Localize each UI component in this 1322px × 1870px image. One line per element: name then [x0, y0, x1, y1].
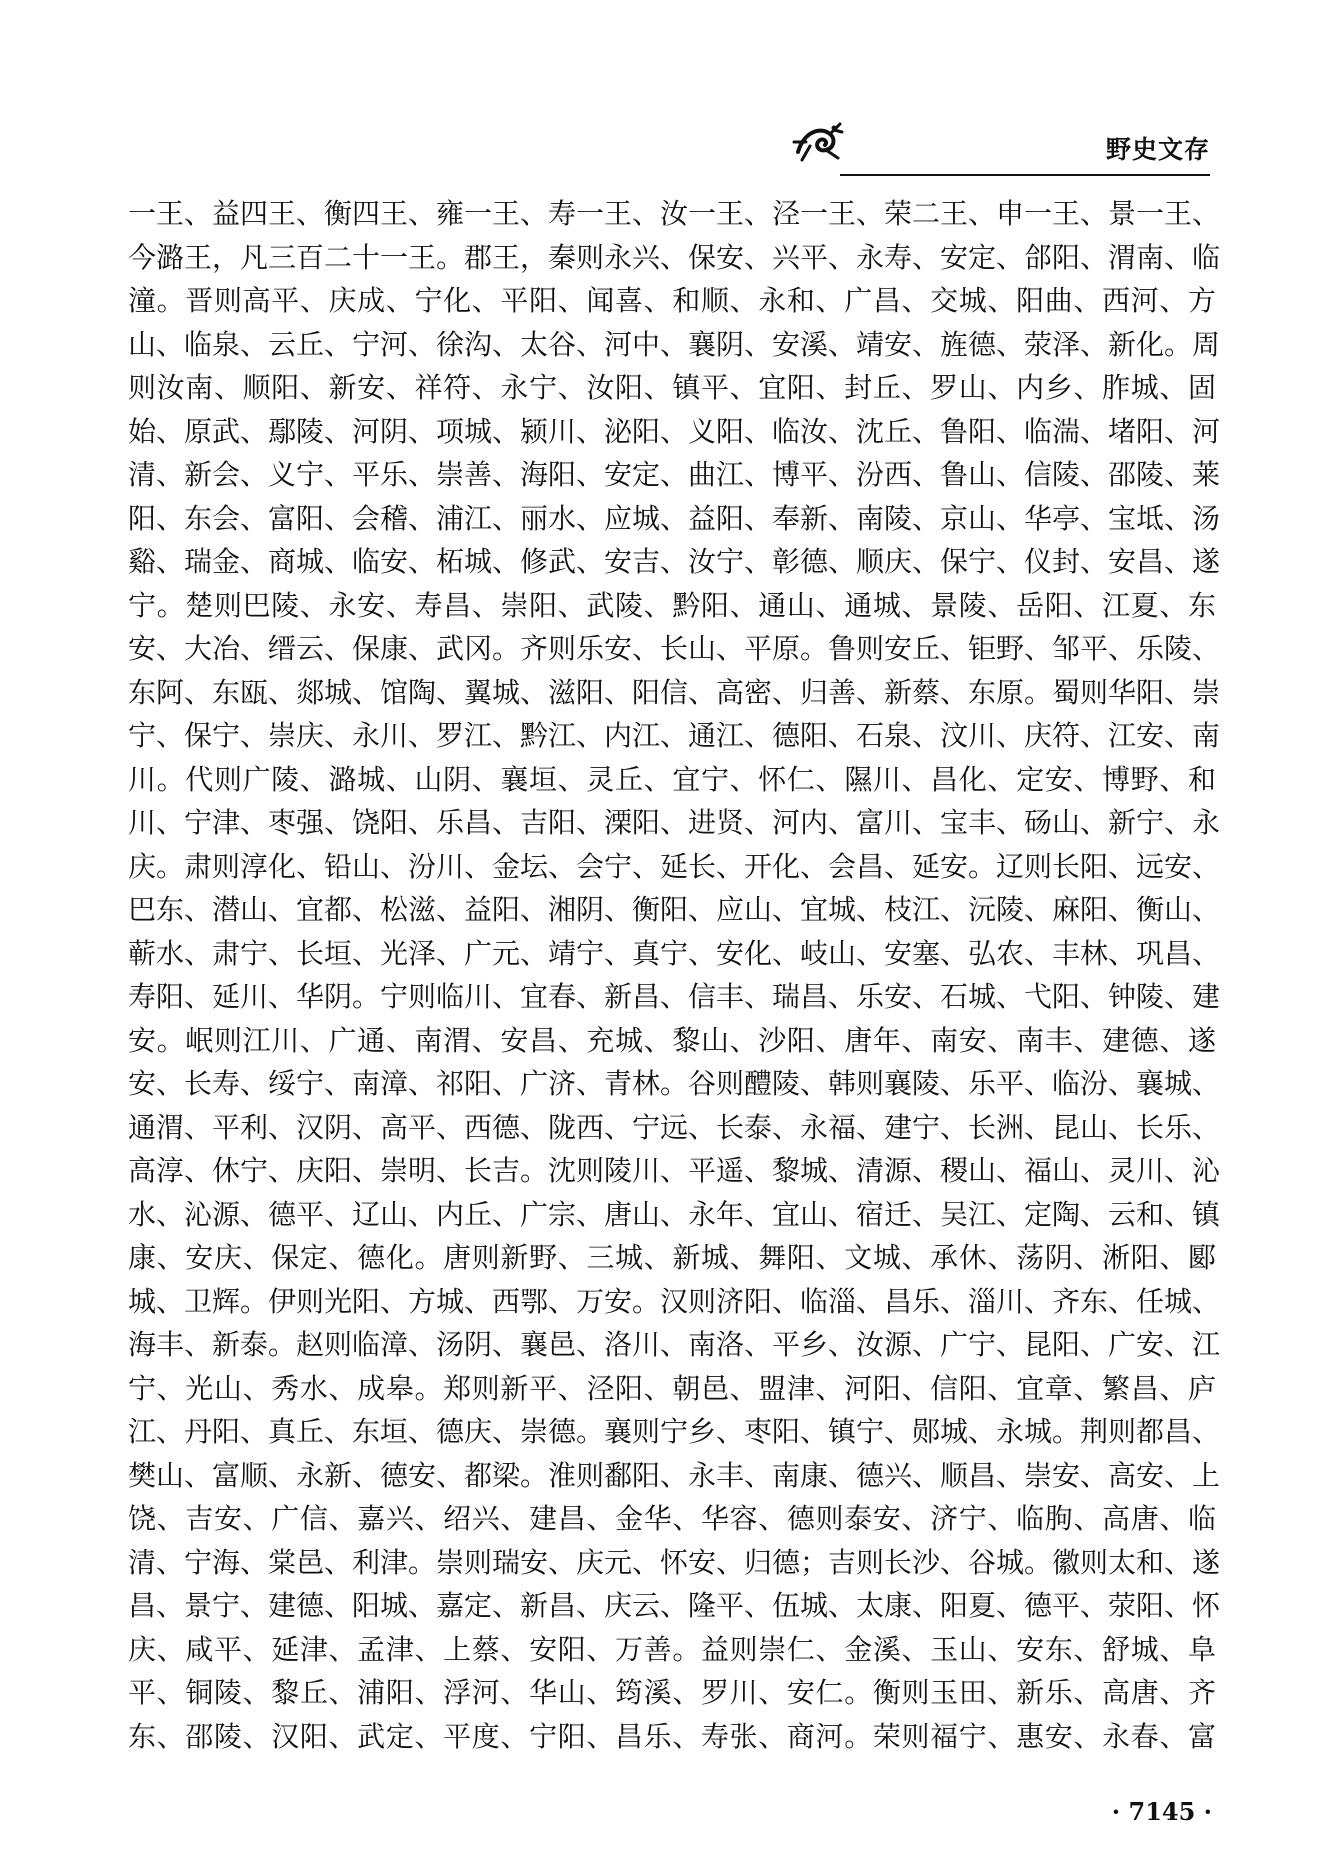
text-line: 庆。肃则淳化、铅山、汾川、金坛、会宁、延长、开化、会昌、延安。辽则长阳、远安、	[128, 849, 1221, 883]
text-line: 樊山、富顺、永新、德安、都梁。淮则鄱阳、永丰、南康、德兴、顺昌、崇安、高安、上	[128, 1458, 1221, 1492]
text-line: 巴东、潜山、宜都、松滋、益阳、湘阴、衡阳、应山、宜城、枝江、沅陵、麻阳、衡山、	[128, 893, 1221, 926]
text-line: 宁、光山、秀水、成皋。郑则新平、泾阳、朝邑、盟津、河阳、信阳、宜章、繁昌、庐	[128, 1371, 1216, 1405]
text-line: 东、邵陵、汉阳、武定、平度、宁阳、昌乐、寿张、商河。荣则福宁、惠安、永春、富	[128, 1719, 1216, 1753]
text-line: 潼。晋则高平、庆成、宁化、平阳、闻喜、和顺、永和、广昌、交城、阳曲、西河、方	[128, 284, 1216, 317]
text-line: 蕲水、肃宁、长垣、光泽、广元、靖宁、真宁、安化、岐山、安塞、弘农、丰林、巩昌、	[128, 936, 1221, 970]
text-line: 平、铜陵、黎丘、浦阳、浮河、华山、筠溪、罗川、安仁。衡则玉田、新乐、高唐、齐	[128, 1676, 1216, 1709]
series-title: 野史文存	[1105, 135, 1210, 164]
text-line: 川、宁津、枣强、饶阳、乐昌、吉阳、溧阳、进贤、河内、富川、宝丰、砀山、新宁、永	[128, 806, 1221, 839]
text-line: 东阿、东瓯、郯城、馆陶、翼城、滋阳、阳信、高密、归善、新蔡、东原。蜀则华阳、崇	[128, 675, 1221, 709]
text-line: 昌、景宁、建德、阳城、嘉定、新昌、庆云、隆平、伍城、太康、阳夏、德平、荥阳、怀	[128, 1589, 1221, 1622]
page-number: · 7145 ·	[1111, 1797, 1212, 1826]
text-line: 海丰、新泰。赵则临漳、汤阴、襄邑、洛川、南洛、平乡、汝源、广宁、昆阳、广安、江	[128, 1328, 1221, 1361]
text-line: 始、原武、鄢陵、河阴、项城、颍川、泌阳、义阳、临汝、沈丘、鲁阳、临湍、堵阳、河	[128, 414, 1221, 448]
text-line: 庆、咸平、延津、孟津、上蔡、安阳、万善。益则崇仁、金溪、玉山、安东、舒城、阜	[128, 1632, 1216, 1666]
text-line: 则汝南、顺阳、新安、祥符、永宁、汝阳、镇平、宜阳、封丘、罗山、内乡、胙城、固	[128, 371, 1216, 404]
text-line: 江、丹阳、真丘、东垣、德庆、崇德。襄则宁乡、枣阳、镇宁、郧城、永城。荆则都昌、	[128, 1415, 1221, 1448]
text-line: 高淳、休宁、庆阳、崇明、长吉。沈则陵川、平遥、黎城、清源、稷山、福山、灵川、沁	[128, 1154, 1221, 1187]
text-line: 安。岷则江川、广通、南渭、安昌、充城、黎山、沙阳、唐年、南安、南丰、建德、遂	[128, 1023, 1216, 1057]
text-line: 川。代则广陵、潞城、山阴、襄垣、灵丘、宜宁、怀仁、隰川、昌化、定安、博野、和	[128, 762, 1216, 796]
text-line: 城、卫辉。伊则光阳、方城、西鄂、万安。汉则济阳、临淄、昌乐、淄川、齐东、任城、	[128, 1284, 1221, 1318]
text-line: 水、沁源、德平、辽山、内丘、广宗、唐山、永年、宜山、宿迁、吴江、定陶、云和、镇	[128, 1197, 1221, 1231]
text-line: 宁。楚则巴陵、永安、寿昌、崇阳、武陵、黔阳、通山、通城、景陵、岳阳、江夏、东	[128, 588, 1216, 622]
header-rule	[840, 174, 1210, 176]
text-line: 通渭、平利、汉阴、高平、西德、陇西、宁远、长泰、永福、建宁、长洲、昆山、长乐、	[128, 1110, 1221, 1144]
text-line: 清、宁海、棠邑、利津。崇则瑞安、庆元、怀安、归德；吉则长沙、谷城。徽则太和、遂	[128, 1545, 1221, 1579]
text-line: 安、大冶、缙云、保康、武冈。齐则乐安、长山、平原。鲁则安丘、钜野、邹平、乐陵、	[128, 632, 1221, 665]
text-line: 饶、吉安、广信、嘉兴、绍兴、建昌、金华、华容、德则泰安、济宁、临朐、高唐、临	[128, 1502, 1216, 1535]
text-line: 宁、保宁、崇庆、永川、罗江、黔江、内江、通江、德阳、石泉、汶川、庆符、江安、南	[128, 719, 1221, 752]
text-line: 阳、东会、富阳、会稽、浦江、丽水、应城、益阳、奉新、南陵、京山、华亭、宝坻、汤	[128, 501, 1221, 535]
text-line: 康、安庆、保定、德化。唐则新野、三城、新城、舞阳、文城、承休、荡阴、淅阳、郾	[128, 1241, 1216, 1274]
text-line: 清、新会、义宁、平乐、崇善、海阳、安定、曲江、博平、汾西、鲁山、信陵、邵陵、莱	[128, 458, 1221, 491]
dragon-icon	[790, 112, 846, 172]
text-line: 山、临泉、云丘、宁河、徐沟、太谷、河中、襄阴、安溪、靖安、旌德、荥泽、新化。周	[128, 327, 1221, 361]
text-line: 安、长寿、绥宁、南漳、祁阳、广济、青林。谷则醴陵、韩则襄陵、乐平、临汾、襄城、	[128, 1067, 1221, 1100]
page-header	[780, 112, 1210, 182]
text-line: 寿阳、延川、华阴。宁则临川、宜春、新昌、信丰、瑞昌、乐安、石城、弋阳、钟陵、建	[128, 980, 1221, 1013]
text-line: 一王、益四王、衡四王、雍一王、寿一王、汝一王、泾一王、荣二王、申一王、景一王、	[128, 197, 1221, 230]
text-line: 今潞王，凡三百二十一王。郡王，秦则永兴、保安、兴平、永寿、安定、郃阳、渭南、临	[128, 240, 1221, 274]
text-line: 谿、瑞金、商城、临安、柘城、修武、安吉、汝宁、彰德、顺庆、保宁、仪封、安昌、遂	[128, 545, 1221, 578]
body-text	[128, 192, 1221, 1758]
